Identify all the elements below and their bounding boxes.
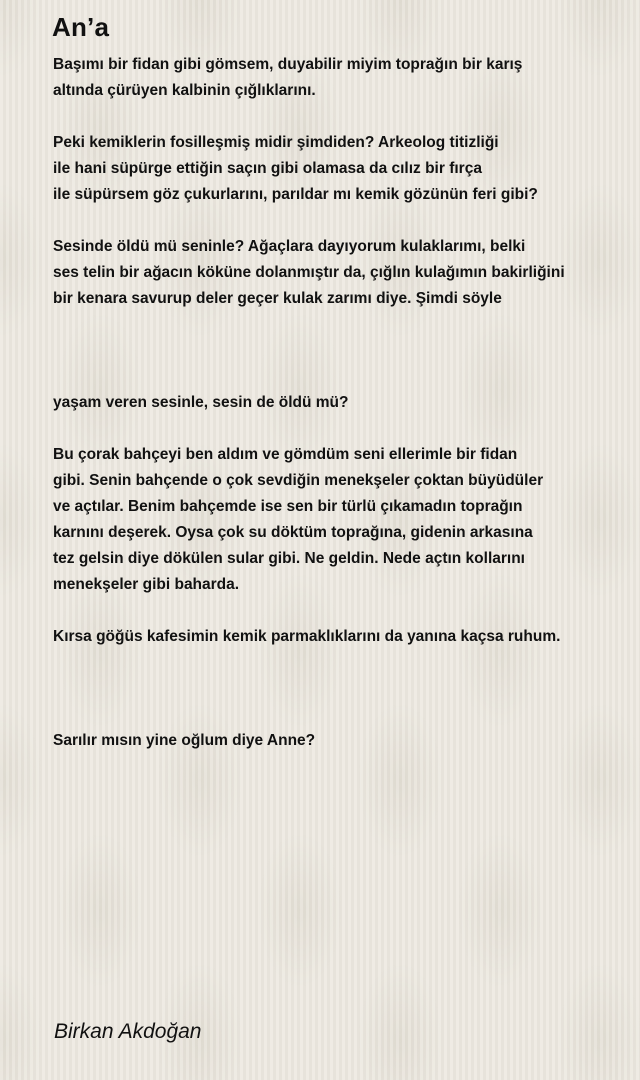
poem-line: menekşeler gibi baharda. bbox=[53, 576, 240, 593]
poem-line: karnını deşerek. Oysa çok su döktüm toprağına, gidenin arkasına bbox=[53, 524, 533, 541]
stanza-3 bbox=[53, 234, 633, 312]
poem-line: Sarılır mısın yine oğlum diye Anne? bbox=[53, 732, 316, 749]
poem-title: An’a bbox=[52, 12, 110, 42]
poem-line: ses telin bir ağacın köküne dolanmıştır da, çığlın kulağımın bakirliğini bbox=[53, 264, 565, 281]
stanza-4 bbox=[53, 390, 633, 416]
poem-line: Başımı bir fidan gibi gömsem, duyabilir miyim toprağın bir karış bbox=[53, 56, 523, 73]
poem-line: Sesinde öldü mü seninle? Ağaçlara dayıyorum kulaklarımı, belki bbox=[53, 238, 526, 255]
stanza-5 bbox=[53, 442, 633, 598]
poem-line: Bu çorak bahçeyi ben aldım ve gömdüm seni ellerimle bir fidan bbox=[53, 446, 518, 463]
poem-line: ile hani süpürge ettiğin saçın gibi olamasa da cılız bir fırça bbox=[53, 160, 482, 177]
poem-line: tez gelsin diye dökülen sular gibi. Ne geldin. Nede açtın kollarını bbox=[53, 550, 525, 567]
stanza-gap bbox=[53, 104, 633, 130]
poem-line: Kırsa göğüs kafesimin kemik parmaklıklarını da yanına kaçsa ruhum. bbox=[53, 628, 561, 645]
poem-line: yaşam veren sesinle, sesin de öldü mü? bbox=[53, 394, 349, 411]
stanza-6 bbox=[53, 624, 633, 650]
poem-line: gibi. Senin bahçende o çok sevdiğin menekşeler çoktan büyüdüler bbox=[53, 472, 544, 489]
stanza-gap bbox=[53, 416, 633, 442]
poem-line: ile süpürsem göz çukurlarını, parıldar mı kemik gözünün feri gibi? bbox=[53, 186, 538, 203]
poem-line: Peki kemiklerin fosilleşmiş midir şimdiden? Arkeolog titizliği bbox=[53, 134, 499, 151]
stanza-gap bbox=[53, 650, 633, 728]
stanza-gap bbox=[53, 598, 633, 624]
poem-author: Birkan Akdoğan bbox=[54, 1020, 202, 1043]
stanza-gap bbox=[53, 312, 633, 390]
stanza-2 bbox=[53, 130, 633, 208]
poem-line: altında çürüyen kalbinin çığlıklarını. bbox=[53, 82, 316, 99]
stanza-7 bbox=[53, 728, 633, 754]
poem-line: ve açtılar. Benim bahçemde ise sen bir türlü çıkamadın toprağın bbox=[53, 498, 523, 515]
stanza-1 bbox=[53, 52, 633, 104]
poem-line: bir kenara savurup deler geçer kulak zarımı diye. Şimdi söyle bbox=[53, 290, 502, 307]
poem-body bbox=[53, 52, 633, 754]
stanza-gap bbox=[53, 208, 633, 234]
